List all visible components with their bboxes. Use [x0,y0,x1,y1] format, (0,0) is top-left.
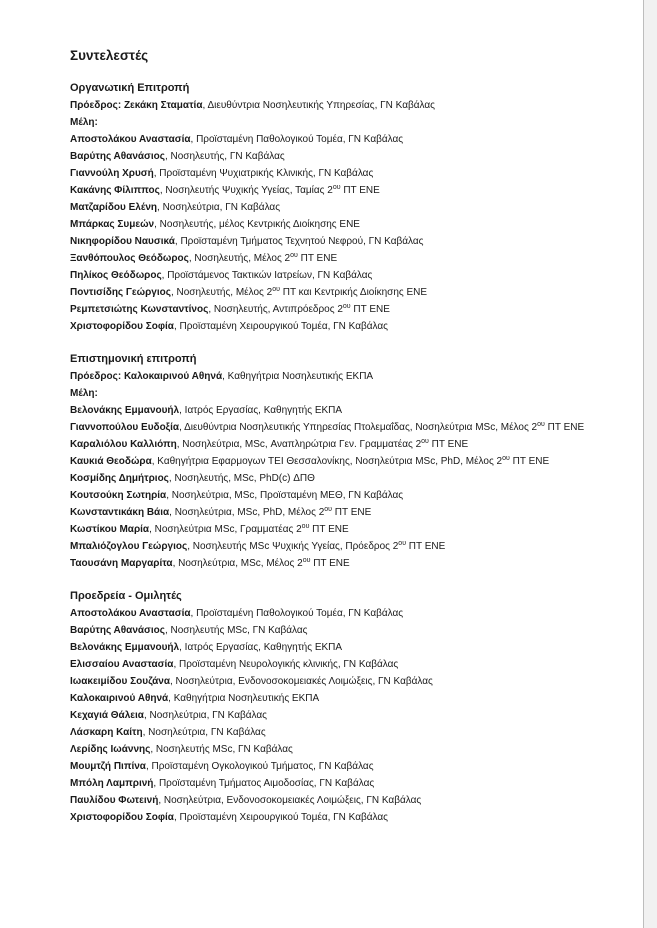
document-body [70,47,590,842]
member-role: , Καθηγήτρια Νοσηλευτικής ΕΚΠΑ [168,693,320,704]
member-role: , Νοσηλευτής, ΓΝ Καβάλας [164,151,285,162]
member-role: , Προϊσταμένη Χειρουργικού Τομέα, ΓΝ Καβάλας [173,812,388,823]
member-role: , Νοσηλευτής, μέλος Κεντρικής Διοίκησης ΕΝΕ [154,219,360,230]
member-role: , Προϊσταμένη Ψυχιατρικής Κλινικής, ΓΝ Καβάλας [153,168,374,179]
section-heading: Οργανωτική Επιτροπή [70,82,190,94]
member-name: Αποστολάκου Αναστασία [70,608,191,619]
section-heading: Προεδρεία - Ομιλητές [70,590,182,602]
member-name: Πηλίκος Θεόδωρος [70,270,162,281]
ordinal-superscript: ου [290,252,298,259]
member-name: Νικηφορίδου Ναυσικά [70,236,175,247]
member-line [70,487,590,504]
member-role-suffix: ΠΤ ΕΝΕ [350,304,390,315]
member-line [70,318,590,335]
president-line [70,368,590,385]
president-label: Πρόεδρος: [70,371,122,382]
member-line [70,182,590,199]
member-role: , Νοσηλευτής, Μέλος 2 [170,287,273,298]
member-name: Καλοκαιρινού Αθηνά [70,693,169,704]
member-line [70,775,590,792]
member-line [70,233,590,250]
member-line [70,555,590,572]
member-name: Ελισσαίου Αναστασία [70,659,174,670]
member-name: Κωστίκου Μαρία [70,524,150,535]
section-chairs-speakers [70,588,590,826]
member-role: , Νοσηλευτής MSc, ΓΝ Καβάλας [150,744,293,755]
ordinal-superscript: ου [502,455,510,462]
ordinal-superscript: ου [342,303,351,310]
member-role: , Προϊσταμένη Χειρουργικού Τομέα, ΓΝ Καβάλας [173,321,388,332]
member-name: Ρεμπετσιώτης Κωνσταντίνος [70,304,209,315]
member-role: , Νοσηλεύτρια, ΓΝ Καβάλας [143,710,267,721]
member-role: , Νοσηλεύτρια, Ενδονοσοκομειακές Λοιμώξεις, ΓΝ Καβάλας [158,795,422,806]
member-line [70,809,590,826]
member-line [70,707,590,724]
member-name: Καυκιά Θεοδώρα [70,456,152,467]
member-name: Μπάρκας Συμεών [70,219,155,230]
member-role-suffix: ΠΤ ΕΝΕ [544,422,585,433]
member-name: Ποντισίδης Γεώργιος [70,287,171,298]
member-role: , Νοσηλεύτρια, ΓΝ Καβάλας [142,727,266,738]
section-heading: Επιστημονική επιτροπή [70,353,197,365]
section-organizing-committee [70,80,590,335]
member-role: , Νοσηλεύτρια, Ενδονοσοκομειακές Λοιμώξεις, ΓΝ Καβάλας [169,676,433,687]
member-line [70,639,590,656]
member-line [70,250,590,267]
member-name: Ξανθόπουλος Θεόδωρος [70,253,189,264]
section-scientific-committee [70,351,590,572]
member-line [70,267,590,284]
member-name: Βαρύτης Αθανάσιος [70,151,165,162]
president-line [70,97,590,114]
member-line [70,521,590,538]
member-role: , Νοσηλευτής, Μέλος 2 [188,253,291,264]
member-name: Γιαννοπούλου Ευδοξία [70,422,180,433]
president-name: Ζεκάκη Σταματία [123,100,203,111]
member-role: , Νοσηλευτής, Αντιπρόεδρος 2 [208,304,343,315]
member-name: Μπαλιόζογλου Γεώργιος [70,541,188,552]
member-role: , Νοσηλεύτρια, MSc, Μέλος 2 [172,558,303,569]
member-name: Κεχαγιά Θάλεια [70,710,144,721]
member-role-suffix: ΠΤ ΕΝΕ [297,253,338,264]
member-line [70,131,590,148]
member-role: , Νοσηλεύτρια MSc, Γραμματέας 2 [149,524,302,535]
member-line [70,622,590,639]
president-role: , Διευθύντρια Νοσηλευτικής Υπηρεσίας, ΓΝ Καβάλας [202,100,435,111]
member-role: , Νοσηλεύτρια, ΓΝ Καβάλας [157,202,281,213]
member-line [70,301,590,318]
member-role: , Διευθύντρια Νοσηλευτικής Υπηρεσίας Πτολεμαΐδας, Νοσηλεύτρια MSc, Μέλος 2 [179,422,538,433]
member-role: , Νοσηλευτής MSc Ψυχικής Υγείας, Πρόεδρος 2 [187,541,399,552]
member-name: Ματζαρίδου Ελένη [70,202,158,213]
member-role: , Προϊστάμενος Τακτικών Ιατρείων, ΓΝ Καβάλας [161,270,373,281]
member-role-suffix: ΠΤ ΕΝΕ [340,185,380,196]
member-line [70,656,590,673]
member-name: Κοσμίδης Δημήτριος [70,473,169,484]
ordinal-superscript: ου [324,506,332,513]
member-name: Κωνσταντικάκη Βάια [70,507,170,518]
member-name: Βαρύτης Αθανάσιος [70,625,165,636]
member-role: , Νοσηλεύτρια, MSc, Προϊσταμένη ΜΕΘ, ΓΝ Καβάλας [166,490,404,501]
ordinal-superscript: ου [272,286,280,293]
member-line [70,199,590,216]
member-line [70,673,590,690]
member-role-suffix: ΠΤ ΕΝΕ [309,524,349,535]
member-role: , Προϊσταμένη Τμήματος Τεχνητού Νεφρού, ΓΝ Καβάλας [174,236,424,247]
president-role: , Καθηγήτρια Νοσηλευτικής ΕΚΠΑ [222,371,374,382]
member-list [70,402,590,572]
member-role: , Νοσηλευτής, MSc, PhD(c) ΔΠΘ [168,473,315,484]
ordinal-superscript: ου [398,540,407,547]
member-role-suffix: ΠΤ ΕΝΕ [428,439,469,450]
member-role: , Προϊσταμένη Παθολογικού Τομέα, ΓΝ Καβάλας [190,134,404,145]
document-title: Συντελεστές [70,48,149,63]
member-line [70,284,590,301]
page-edge-scrollbar-area [643,0,657,928]
member-role: , Προϊσταμένη Τμήματος Αιμοδοσίας, ΓΝ Καβάλας [153,778,375,789]
ordinal-superscript: ου [421,438,429,445]
member-name: Καραλιόλου Καλλιόπη [70,439,177,450]
member-name: Βελονάκης Εμμανουήλ [70,642,180,653]
member-name: Ιωακειμίδου Σουζάνα [70,676,170,687]
member-name: Ταουσάνη Μαργαρίτα [70,558,173,569]
member-name: Λερίδης Ιωάννης [70,744,151,755]
member-role-suffix: ΠΤ ΕΝΕ [406,541,446,552]
member-line [70,538,590,555]
member-name: Κακάνης Φίλιππος [70,185,160,196]
member-line [70,724,590,741]
member-line [70,605,590,622]
member-list [70,131,590,335]
member-role-suffix: ΠΤ ΕΝΕ [509,456,550,467]
member-list [70,605,590,826]
ordinal-superscript: ου [301,523,310,530]
member-name: Γιαννούλη Χρυσή [70,168,154,179]
member-name: Παυλίδου Φωτεινή [70,795,159,806]
member-line [70,419,590,436]
member-name: Μουμτζή Πιπίνα [70,761,146,772]
member-role: , Ιατρός Εργασίας, Καθηγητής ΕΚΠΑ [179,405,343,416]
member-line [70,436,590,453]
member-line [70,165,590,182]
member-line [70,148,590,165]
member-role-suffix: ΠΤ ΕΝΕ [332,507,372,518]
member-line [70,741,590,758]
president-name: Καλοκαιρινού Αθηνά [123,371,223,382]
member-role-suffix: ΠΤ και Κεντρικής Διοίκησης ΕΝΕ [279,287,428,298]
member-name: Χριστοφορίδου Σοφία [70,321,174,332]
member-role: , Νοσηλεύτρια, MSc, PhD, Μέλος 2 [169,507,325,518]
member-role: , Προϊσταμένη Παθολογικού Τομέα, ΓΝ Καβάλας [190,608,404,619]
member-role: , Προϊσταμένη Νευρολογικής κλινικής, ΓΝ Καβάλας [173,659,399,670]
member-role: , Προϊσταμένη Ογκολογικού Τμήματος, ΓΝ Καβάλας [145,761,374,772]
president-label: Πρόεδρος: [70,100,122,111]
member-role: , Ιατρός Εργασίας, Καθηγητής ΕΚΠΑ [179,642,343,653]
member-role: , Καθηγήτρια Εφαρμογων ΤΕΙ Θεσσαλονίκης, Νοσηλεύτρια MSc, PhD, Μέλος 2 [151,456,503,467]
member-line [70,690,590,707]
member-name: Βελονάκης Εμμανουήλ [70,405,180,416]
member-role-suffix: ΠΤ ΕΝΕ [310,558,350,569]
members-label: Μέλη: [70,388,98,399]
member-line [70,216,590,233]
member-line [70,453,590,470]
member-role: , Νοσηλευτής MSc, ΓΝ Καβάλας [164,625,308,636]
member-name: Κουτσούκη Σωτηρία [70,490,167,501]
member-name: Μπόλη Λαμπρινή [70,778,154,789]
member-name: Λάσκαρη Καίτη [70,727,143,738]
member-role: , Νοσηλευτής Ψυχικής Υγείας, Ταμίας 2 [159,185,333,196]
ordinal-superscript: ου [537,421,545,428]
member-role: , Νοσηλεύτρια, MSc, Αναπληρώτρια Γεν. Γραμματέας 2 [176,439,422,450]
ordinal-superscript: ου [332,184,341,191]
member-line [70,470,590,487]
member-line [70,792,590,809]
member-line [70,402,590,419]
member-name: Χριστοφορίδου Σοφία [70,812,174,823]
ordinal-superscript: ου [302,557,311,564]
member-name: Αποστολάκου Αναστασία [70,134,191,145]
member-line [70,758,590,775]
members-label: Μέλη: [70,117,98,128]
member-line [70,504,590,521]
